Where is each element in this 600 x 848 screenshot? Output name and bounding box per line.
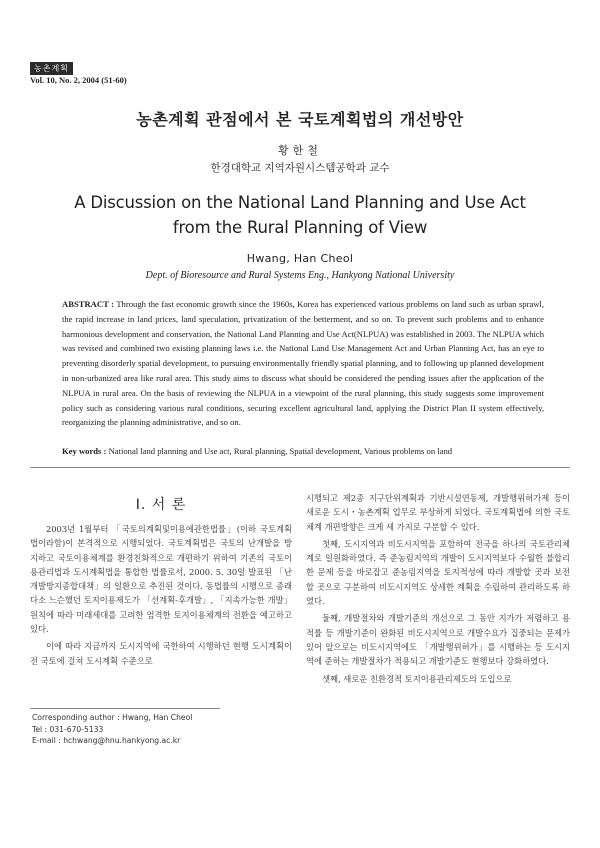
- footnote-email[interactable]: E-mail : hchwang@hnu.hankyong.ac.kr: [32, 736, 181, 745]
- body-paragraph: 2003년 1월부터 「국토의계획및이용에관한법률」(이하 국토계획법이라함)이 본격적으로 시행되었다. 국토계획법은 국토의 난개발을 방지하고 국토이용체계를 환경친화적으로 개편하기 위하여 기존의 국토이용관리법과 도시계획법을 통합한 법률로서, 2000. 5. 30일 발표된 「난개발방지종합대책」의 일환으로 추진된 것이다. 동법률의 시행으로 종래 다소 느슨했던 토지이용제도가 「선계획-후개발」, 「지속가능한 개발」 원칙에 따라 미래세대를 고려한 엄격한 토지이용체계의 전환을 예고하고 있다.: [30, 524, 292, 635]
- keywords-text: National land planning and Use act, Rural planning, Spatial development, Various problems on land: [108, 446, 453, 456]
- english-title: A Discussion on the National Land Planning and Use Act from the Rural Planning of View: [74, 193, 526, 237]
- footnote-divider: [30, 708, 220, 709]
- body-paragraph: 시행되고 제2종 지구단위계획과 기반시설연동제, 개발행위허가제 등이 새로운 도시・농촌계획 업무로 부상하게 되었다. 국토계획법에 의한 국토체계 개편방향은 크게 세 가지로 구분할 수 있다.: [306, 493, 570, 532]
- keywords: [62, 444, 544, 458]
- korean-affiliation: 한경대학교 지역자원시스템공학과 교수: [210, 162, 390, 174]
- section-divider: [30, 467, 570, 468]
- journal-badge: 농촌계획: [30, 62, 73, 75]
- body-paragraph: 둘째, 개발절차와 개발기준의 개선으로 그 동안 지가가 저렴하고 용적률 등 개발기준이 완화된 비도시지역으로 개발수요가 집중되는 문제가 있어 앞으로는 비도시지역에도 「개발행위허가」를 시행하는 등 도시지역에 준하는 개발절차가 적용되고 개발기준도 현행보다 강화하였다.: [306, 613, 570, 667]
- body-right-column: [306, 491, 570, 686]
- footnote: [32, 712, 192, 747]
- body-paragraph: 이에 따라 지금까지 도시지역에 국한하여 시행하던 현행 도시계획이 전 국토에 걸쳐 도시계획 수준으로: [30, 641, 292, 666]
- body-paragraph: 첫째, 도시지역과 비도시지역을 포함하여 전국을 하나의 국토관리체계로 일원화하였다. 즉 준농림지역의 개발이 도시지역보다 수월한 불합리한 문제 등을 바로잡고 준농림지역을 토지적성에 따라 개발할 곳과 보전할 곳으로 구분하여 비도시지역도 상세한 계획을 수립하여 관리하도록 하였다.: [306, 538, 570, 607]
- body-left-column: [30, 522, 292, 668]
- footnote-author: Corresponding author : Hwang, Han Cheol: [32, 713, 193, 722]
- volume-info: Vol. 10, No. 2, 2004 (51-60): [30, 75, 127, 85]
- abstract-text: Through the fast economic growth since the 1960s, Korea has experienced various problems on land such as urban sprawl, the rapid increase in land prices, land speculation, privatization of the betterment, and so on. To prevent such problems and to enhance harmonious development and conservation, the National Land Planning and Use Act(NLPUA) was established in 2003. The NLPUA which was revised and combined two existing planning laws i.e. the National Land Use Management Act and Urban Planning Act, has an eye to preventing disorderly spatial development, to pursuing environmentally friendly spatial planning, and to following up planned development in non-urbanized area like rural area. This study aims to discuss what should be considered the pending issues after the application of the NLPUA in rural area. On the basis of reviewing the NLPUA in a viewpoint of the rural planning, this study suggests some improvement policy such as considering various rural conditions, securing excellent agricultural land, applying the District Plan II system effectively, reorganizing the planning administrative, and so on.: [62, 299, 545, 428]
- keywords-label: Key words :: [62, 446, 107, 456]
- korean-author: 황한철: [278, 144, 322, 157]
- abstract: [62, 297, 544, 430]
- abstract-label: ABSTRACT :: [62, 299, 114, 309]
- section-heading: I. 서 론: [135, 497, 187, 513]
- english-affiliation: Dept. of Bioresource and Rural Systems Eng., Hankyong National University: [145, 270, 455, 281]
- korean-title: 농촌계획 관점에서 본 국토계획법의 개선방안: [136, 110, 464, 129]
- footnote-tel: Tel : 031-670-5133: [32, 724, 104, 734]
- english-author: Hwang, Han Cheol: [246, 252, 354, 265]
- body-paragraph: 셋째, 새로운 친환경적 토지이용관리제도의 도입으로: [322, 673, 512, 684]
